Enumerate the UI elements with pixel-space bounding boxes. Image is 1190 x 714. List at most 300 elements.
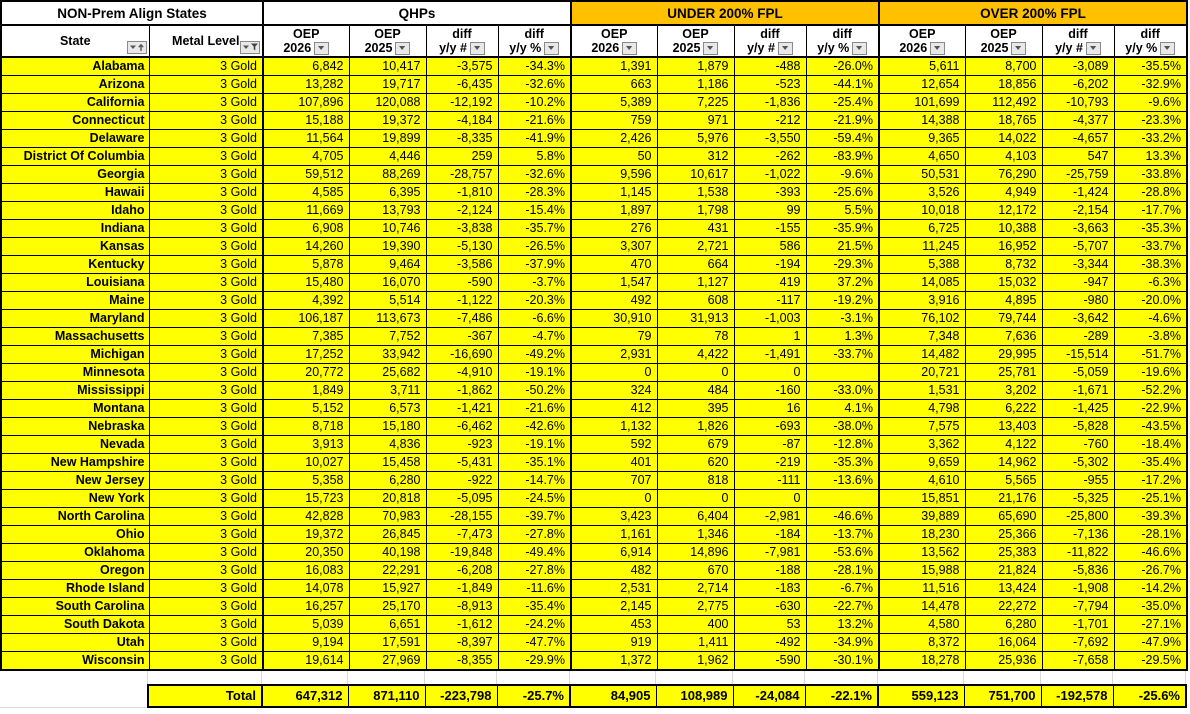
filter-dropdown-button[interactable] [703, 42, 718, 55]
column-header-over200-oep-2026[interactable]: OEP 2026 [879, 25, 965, 57]
cell-qhps-oep-2025[interactable]: 6,395 [349, 184, 426, 202]
cell-qhps-oep-2025[interactable]: 19,899 [349, 130, 426, 148]
cell-over200-diff-yy-num[interactable]: -3,642 [1042, 310, 1114, 328]
cell-empty[interactable] [0, 685, 148, 707]
cell-over200-oep-2026[interactable]: 50,531 [879, 166, 965, 184]
cell-over200-diff-yy-pct[interactable]: -17.2% [1114, 472, 1187, 490]
cell-under200-diff-yy-pct[interactable]: 1.3% [806, 328, 879, 346]
cell-state[interactable]: Louisiana [1, 274, 149, 292]
cell-over200-oep-2025[interactable]: 14,962 [965, 454, 1042, 472]
cell-state[interactable]: South Carolina [1, 598, 149, 616]
total-label[interactable]: Total [148, 685, 262, 707]
column-header-under200-diff-yy-pct[interactable]: diff y/y % [806, 25, 879, 57]
cell-over200-oep-2025[interactable]: 12,172 [965, 202, 1042, 220]
cell-under200-oep-2026[interactable]: 9,596 [571, 166, 657, 184]
cell-under200-diff-yy-num[interactable]: -87 [734, 436, 806, 454]
cell-under200-diff-yy-pct[interactable]: -44.1% [806, 76, 879, 94]
group-header-qhps[interactable]: QHPs [263, 1, 571, 25]
cell-state[interactable]: South Dakota [1, 616, 149, 634]
cell-under200-diff-yy-num[interactable]: 1 [734, 328, 806, 346]
cell-under200-oep-2025[interactable]: 670 [657, 562, 734, 580]
cell-over200-diff-yy-pct[interactable]: -26.7% [1114, 562, 1187, 580]
cell-over200-diff-yy-num[interactable]: -25,759 [1042, 166, 1114, 184]
cell-over200-diff-yy-num[interactable]: -1,701 [1042, 616, 1114, 634]
cell-under200-oep-2026[interactable]: 1,391 [571, 57, 657, 76]
cell-over200-diff-yy-pct[interactable]: -3.8% [1114, 328, 1187, 346]
cell-qhps-oep-2026[interactable]: 11,669 [263, 202, 349, 220]
cell-under200-oep-2026[interactable]: 30,910 [571, 310, 657, 328]
cell-over200-diff-yy-pct[interactable]: -39.3% [1114, 508, 1187, 526]
cell-qhps-diff-yy-num[interactable]: -3,575 [426, 57, 498, 76]
cell-over200-diff-yy-num[interactable]: -10,793 [1042, 94, 1114, 112]
cell-under200-diff-yy-num[interactable]: 586 [734, 238, 806, 256]
cell-under200-diff-yy-pct[interactable]: 21.5% [806, 238, 879, 256]
cell-under200-oep-2025[interactable]: 7,225 [657, 94, 734, 112]
state-sort-filter-button[interactable] [127, 41, 147, 54]
cell-over200-diff-yy-num[interactable]: 547 [1042, 148, 1114, 166]
cell-over200-diff-yy-num[interactable]: -7,794 [1042, 598, 1114, 616]
cell-qhps-diff-yy-pct[interactable]: -20.3% [498, 292, 571, 310]
cell-under200-oep-2025[interactable]: 664 [657, 256, 734, 274]
filter-dropdown-button[interactable] [1086, 42, 1101, 55]
cell-qhps-oep-2025[interactable]: 15,180 [349, 418, 426, 436]
cell-over200-diff-yy-pct[interactable]: -4.6% [1114, 310, 1187, 328]
cell-over200-oep-2026[interactable]: 9,659 [879, 454, 965, 472]
cell-over200-oep-2026[interactable]: 18,230 [879, 526, 965, 544]
cell-under200-oep-2026[interactable]: 1,161 [571, 526, 657, 544]
cell-state[interactable]: Ohio [1, 526, 149, 544]
cell-over200-oep-2025[interactable]: 16,064 [965, 634, 1042, 652]
cell-state[interactable]: New Jersey [1, 472, 149, 490]
cell-over200-diff-yy-pct[interactable]: -29.5% [1114, 652, 1187, 671]
cell-over200-diff-yy-pct[interactable]: -28.8% [1114, 184, 1187, 202]
cell-over200-oep-2025[interactable]: 79,744 [965, 310, 1042, 328]
cell-qhps-oep-2026[interactable]: 5,152 [263, 400, 349, 418]
cell-under200-oep-2026[interactable]: 482 [571, 562, 657, 580]
cell-qhps-oep-2026[interactable]: 4,585 [263, 184, 349, 202]
cell-qhps-diff-yy-num[interactable]: -922 [426, 472, 498, 490]
cell-qhps-diff-yy-pct[interactable]: -21.6% [498, 112, 571, 130]
cell-under200-diff-yy-num[interactable]: -3,550 [734, 130, 806, 148]
cell-under200-oep-2025[interactable]: 6,404 [657, 508, 734, 526]
cell-under200-oep-2025[interactable]: 1,186 [657, 76, 734, 94]
column-header-metal-level[interactable] [149, 25, 263, 57]
cell-qhps-diff-yy-num[interactable]: -6,208 [426, 562, 498, 580]
column-header-state[interactable] [1, 25, 149, 57]
cell-state[interactable]: Kansas [1, 238, 149, 256]
cell-over200-diff-yy-pct[interactable]: -47.9% [1114, 634, 1187, 652]
cell-qhps-oep-2025[interactable]: 6,280 [349, 472, 426, 490]
cell-over200-diff-yy-num[interactable]: -6,202 [1042, 76, 1114, 94]
cell-under200-diff-yy-num[interactable]: -160 [734, 382, 806, 400]
cell-metal-level[interactable]: 3 Gold [149, 418, 263, 436]
cell-over200-oep-2025[interactable]: 6,222 [965, 400, 1042, 418]
cell-under200-diff-yy-pct[interactable]: -35.3% [806, 454, 879, 472]
column-header-under200-diff-yy-num[interactable]: diff y/y # [734, 25, 806, 57]
column-header-over200-diff-yy-num[interactable]: diff y/y # [1042, 25, 1114, 57]
cell-over200-diff-yy-num[interactable]: -2,154 [1042, 202, 1114, 220]
cell-state[interactable]: Montana [1, 400, 149, 418]
cell-over200-diff-yy-num[interactable]: -15,514 [1042, 346, 1114, 364]
cell-qhps-diff-yy-num[interactable]: -5,095 [426, 490, 498, 508]
cell-under200-diff-yy-num[interactable]: 419 [734, 274, 806, 292]
cell-metal-level[interactable]: 3 Gold [149, 490, 263, 508]
cell-over200-oep-2025[interactable]: 18,856 [965, 76, 1042, 94]
cell-over200-oep-2025[interactable]: 10,388 [965, 220, 1042, 238]
cell-qhps-diff-yy-num[interactable]: -2,124 [426, 202, 498, 220]
cell-over200-oep-2026[interactable]: 3,362 [879, 436, 965, 454]
cell-over200-oep-2026[interactable]: 13,562 [879, 544, 965, 562]
cell-over200-diff-yy-num[interactable]: -7,658 [1042, 652, 1114, 671]
cell-over200-oep-2026[interactable]: 11,245 [879, 238, 965, 256]
cell-over200-oep-2025[interactable]: 29,995 [965, 346, 1042, 364]
cell-under200-diff-yy-num[interactable]: -262 [734, 148, 806, 166]
cell-qhps-oep-2025[interactable]: 26,845 [349, 526, 426, 544]
cell-over200-diff-yy-pct[interactable]: -35.3% [1114, 220, 1187, 238]
cell-qhps-oep-2025[interactable]: 7,752 [349, 328, 426, 346]
cell-over200-oep-2025[interactable]: 4,122 [965, 436, 1042, 454]
cell-qhps-diff-yy-num[interactable]: -28,757 [426, 166, 498, 184]
cell-under200-diff-yy-pct[interactable]: -13.6% [806, 472, 879, 490]
cell-qhps-diff-yy-pct[interactable]: -41.9% [498, 130, 571, 148]
cell-metal-level[interactable]: 3 Gold [149, 220, 263, 238]
cell-qhps-diff-yy-pct[interactable]: -29.9% [498, 652, 571, 671]
cell-over200-diff-yy-num[interactable]: -3,663 [1042, 220, 1114, 238]
cell-over200-diff-yy-num[interactable]: -25,800 [1042, 508, 1114, 526]
cell-state[interactable]: Georgia [1, 166, 149, 184]
cell-over200-oep-2025[interactable]: 8,732 [965, 256, 1042, 274]
cell-qhps-diff-yy-pct[interactable]: -39.7% [498, 508, 571, 526]
cell-over200-oep-2026[interactable]: 14,482 [879, 346, 965, 364]
cell-qhps-diff-yy-pct[interactable]: -21.6% [498, 400, 571, 418]
cell-state[interactable]: Alabama [1, 57, 149, 76]
cell-metal-level[interactable]: 3 Gold [149, 364, 263, 382]
cell-under200-diff-yy-num[interactable]: -1,003 [734, 310, 806, 328]
cell-over200-oep-2025[interactable]: 8,700 [965, 57, 1042, 76]
cell-state[interactable]: Maryland [1, 310, 149, 328]
cell-over200-diff-yy-pct[interactable]: -9.6% [1114, 94, 1187, 112]
cell-qhps-oep-2025[interactable]: 20,818 [349, 490, 426, 508]
cell-over200-diff-yy-num[interactable]: -4,377 [1042, 112, 1114, 130]
cell-qhps-oep-2026[interactable]: 17,252 [263, 346, 349, 364]
cell-under200-diff-yy-num[interactable]: -2,981 [734, 508, 806, 526]
cell-under200-diff-yy-num[interactable]: -117 [734, 292, 806, 310]
cell-qhps-oep-2025[interactable]: 10,746 [349, 220, 426, 238]
cell-qhps-diff-yy-num[interactable]: -8,913 [426, 598, 498, 616]
cell-under200-oep-2025[interactable]: 2,721 [657, 238, 734, 256]
cell-over200-diff-yy-pct[interactable]: -23.3% [1114, 112, 1187, 130]
cell-qhps-oep-2026[interactable]: 1,849 [263, 382, 349, 400]
cell-under200-oep-2025[interactable]: 679 [657, 436, 734, 454]
cell-metal-level[interactable]: 3 Gold [149, 166, 263, 184]
cell-over200-diff-yy-pct[interactable]: -38.3% [1114, 256, 1187, 274]
column-header-qhps-diff-yy-num[interactable]: diff y/y # [426, 25, 498, 57]
cell-qhps-diff-yy-num[interactable]: -1,810 [426, 184, 498, 202]
cell-qhps-oep-2025[interactable]: 5,514 [349, 292, 426, 310]
cell-qhps-oep-2025[interactable]: 88,269 [349, 166, 426, 184]
total-over200-oep-2025[interactable]: 751,700 [964, 685, 1041, 707]
cell-over200-diff-yy-pct[interactable]: -27.1% [1114, 616, 1187, 634]
cell-qhps-diff-yy-pct[interactable]: 5.8% [498, 148, 571, 166]
cell-under200-oep-2025[interactable]: 1,346 [657, 526, 734, 544]
cell-state[interactable]: Nebraska [1, 418, 149, 436]
cell-over200-oep-2026[interactable]: 12,654 [879, 76, 965, 94]
cell-over200-oep-2025[interactable]: 4,949 [965, 184, 1042, 202]
cell-over200-diff-yy-pct[interactable]: -17.7% [1114, 202, 1187, 220]
cell-qhps-oep-2025[interactable]: 33,942 [349, 346, 426, 364]
cell-qhps-oep-2026[interactable]: 4,705 [263, 148, 349, 166]
cell-under200-oep-2026[interactable]: 470 [571, 256, 657, 274]
cell-state[interactable]: Nevada [1, 436, 149, 454]
cell-under200-diff-yy-num[interactable]: -1,022 [734, 166, 806, 184]
cell-under200-oep-2026[interactable]: 3,423 [571, 508, 657, 526]
cell-qhps-oep-2026[interactable]: 5,039 [263, 616, 349, 634]
cell-under200-diff-yy-pct[interactable]: -21.9% [806, 112, 879, 130]
cell-over200-oep-2026[interactable]: 7,348 [879, 328, 965, 346]
cell-metal-level[interactable]: 3 Gold [149, 57, 263, 76]
cell-qhps-diff-yy-pct[interactable]: -19.1% [498, 436, 571, 454]
cell-under200-oep-2025[interactable]: 620 [657, 454, 734, 472]
total-under200-diff-yy-pct[interactable]: -22.1% [805, 685, 878, 707]
cell-over200-diff-yy-pct[interactable]: -19.6% [1114, 364, 1187, 382]
cell-over200-oep-2025[interactable]: 18,765 [965, 112, 1042, 130]
cell-over200-oep-2025[interactable]: 25,936 [965, 652, 1042, 671]
cell-over200-oep-2026[interactable]: 9,365 [879, 130, 965, 148]
cell-qhps-oep-2025[interactable]: 19,717 [349, 76, 426, 94]
cell-qhps-diff-yy-num[interactable]: -8,355 [426, 652, 498, 671]
cell-state[interactable]: Minnesota [1, 364, 149, 382]
cell-metal-level[interactable]: 3 Gold [149, 436, 263, 454]
cell-qhps-diff-yy-num[interactable]: -16,690 [426, 346, 498, 364]
cell-under200-diff-yy-pct[interactable]: -13.7% [806, 526, 879, 544]
cell-metal-level[interactable]: 3 Gold [149, 202, 263, 220]
cell-state[interactable]: Rhode Island [1, 580, 149, 598]
cell-metal-level[interactable]: 3 Gold [149, 580, 263, 598]
cell-qhps-diff-yy-num[interactable]: -1,849 [426, 580, 498, 598]
cell-over200-oep-2026[interactable]: 14,388 [879, 112, 965, 130]
cell-under200-oep-2026[interactable]: 276 [571, 220, 657, 238]
cell-under200-diff-yy-num[interactable]: -523 [734, 76, 806, 94]
cell-over200-oep-2025[interactable]: 13,403 [965, 418, 1042, 436]
cell-qhps-oep-2026[interactable]: 15,188 [263, 112, 349, 130]
cell-over200-oep-2026[interactable]: 10,018 [879, 202, 965, 220]
cell-qhps-oep-2026[interactable]: 42,828 [263, 508, 349, 526]
cell-qhps-diff-yy-num[interactable]: -6,462 [426, 418, 498, 436]
cell-under200-oep-2025[interactable]: 1,127 [657, 274, 734, 292]
cell-over200-oep-2026[interactable]: 76,102 [879, 310, 965, 328]
cell-over200-diff-yy-pct[interactable]: -32.9% [1114, 76, 1187, 94]
cell-over200-diff-yy-pct[interactable]: -35.5% [1114, 57, 1187, 76]
cell-metal-level[interactable]: 3 Gold [149, 634, 263, 652]
cell-under200-diff-yy-pct[interactable] [806, 490, 879, 508]
cell-under200-oep-2026[interactable]: 401 [571, 454, 657, 472]
cell-under200-oep-2025[interactable]: 2,714 [657, 580, 734, 598]
cell-under200-oep-2025[interactable]: 0 [657, 490, 734, 508]
cell-qhps-diff-yy-pct[interactable]: -35.4% [498, 598, 571, 616]
cell-qhps-oep-2026[interactable]: 14,078 [263, 580, 349, 598]
cell-over200-diff-yy-num[interactable]: -760 [1042, 436, 1114, 454]
cell-under200-oep-2025[interactable]: 1,798 [657, 202, 734, 220]
cell-qhps-diff-yy-num[interactable]: -5,130 [426, 238, 498, 256]
cell-under200-diff-yy-pct[interactable]: -19.2% [806, 292, 879, 310]
cell-qhps-oep-2026[interactable]: 3,913 [263, 436, 349, 454]
cell-qhps-oep-2026[interactable]: 4,392 [263, 292, 349, 310]
cell-qhps-diff-yy-num[interactable]: -3,586 [426, 256, 498, 274]
cell-under200-oep-2026[interactable]: 707 [571, 472, 657, 490]
cell-qhps-oep-2026[interactable]: 19,614 [263, 652, 349, 671]
cell-qhps-diff-yy-num[interactable]: -19,848 [426, 544, 498, 562]
cell-over200-oep-2026[interactable]: 3,916 [879, 292, 965, 310]
cell-qhps-diff-yy-pct[interactable]: -26.5% [498, 238, 571, 256]
cell-metal-level[interactable]: 3 Gold [149, 598, 263, 616]
filter-dropdown-button[interactable] [544, 42, 559, 55]
cell-qhps-oep-2025[interactable]: 25,170 [349, 598, 426, 616]
cell-under200-diff-yy-pct[interactable]: -25.6% [806, 184, 879, 202]
cell-under200-diff-yy-num[interactable]: -184 [734, 526, 806, 544]
cell-over200-diff-yy-pct[interactable]: -14.2% [1114, 580, 1187, 598]
cell-qhps-diff-yy-pct[interactable]: -15.4% [498, 202, 571, 220]
cell-under200-oep-2026[interactable]: 324 [571, 382, 657, 400]
cell-over200-diff-yy-pct[interactable]: -35.4% [1114, 454, 1187, 472]
cell-under200-oep-2026[interactable]: 412 [571, 400, 657, 418]
cell-over200-oep-2025[interactable]: 21,176 [965, 490, 1042, 508]
cell-state[interactable]: Hawaii [1, 184, 149, 202]
cell-qhps-diff-yy-num[interactable]: -28,155 [426, 508, 498, 526]
cell-qhps-oep-2026[interactable]: 11,564 [263, 130, 349, 148]
cell-under200-oep-2025[interactable]: 78 [657, 328, 734, 346]
cell-over200-diff-yy-num[interactable]: -3,089 [1042, 57, 1114, 76]
cell-under200-oep-2025[interactable]: 484 [657, 382, 734, 400]
cell-under200-oep-2025[interactable]: 1,826 [657, 418, 734, 436]
cell-under200-diff-yy-num[interactable]: -194 [734, 256, 806, 274]
cell-over200-diff-yy-num[interactable]: -289 [1042, 328, 1114, 346]
cell-metal-level[interactable]: 3 Gold [149, 508, 263, 526]
cell-over200-diff-yy-num[interactable]: -955 [1042, 472, 1114, 490]
cell-under200-diff-yy-pct[interactable]: 5.5% [806, 202, 879, 220]
cell-qhps-diff-yy-pct[interactable]: -27.8% [498, 562, 571, 580]
cell-metal-level[interactable]: 3 Gold [149, 562, 263, 580]
cell-qhps-diff-yy-pct[interactable]: -3.7% [498, 274, 571, 292]
cell-under200-oep-2026[interactable]: 0 [571, 490, 657, 508]
cell-under200-diff-yy-num[interactable]: -488 [734, 57, 806, 76]
cell-over200-oep-2026[interactable]: 1,531 [879, 382, 965, 400]
cell-under200-oep-2026[interactable]: 6,914 [571, 544, 657, 562]
cell-under200-diff-yy-pct[interactable]: -33.7% [806, 346, 879, 364]
cell-under200-oep-2026[interactable]: 1,897 [571, 202, 657, 220]
cell-qhps-diff-yy-num[interactable]: 259 [426, 148, 498, 166]
cell-state[interactable]: Oklahoma [1, 544, 149, 562]
cell-qhps-oep-2026[interactable]: 7,385 [263, 328, 349, 346]
cell-under200-oep-2025[interactable]: 1,962 [657, 652, 734, 671]
cell-qhps-diff-yy-num[interactable]: -590 [426, 274, 498, 292]
cell-qhps-diff-yy-pct[interactable]: -24.5% [498, 490, 571, 508]
cell-under200-oep-2025[interactable]: 400 [657, 616, 734, 634]
cell-qhps-oep-2026[interactable]: 20,350 [263, 544, 349, 562]
cell-over200-oep-2025[interactable]: 16,952 [965, 238, 1042, 256]
cell-over200-oep-2026[interactable]: 5,611 [879, 57, 965, 76]
cell-qhps-oep-2026[interactable]: 6,908 [263, 220, 349, 238]
cell-qhps-diff-yy-pct[interactable]: -34.3% [498, 57, 571, 76]
cell-qhps-oep-2026[interactable]: 59,512 [263, 166, 349, 184]
cell-over200-diff-yy-pct[interactable]: -52.2% [1114, 382, 1187, 400]
cell-over200-diff-yy-num[interactable]: -1,425 [1042, 400, 1114, 418]
cell-under200-diff-yy-num[interactable]: -111 [734, 472, 806, 490]
cell-under200-diff-yy-pct[interactable]: -83.9% [806, 148, 879, 166]
cell-under200-oep-2025[interactable]: 1,538 [657, 184, 734, 202]
cell-under200-oep-2025[interactable]: 971 [657, 112, 734, 130]
column-header-under200-oep-2025[interactable]: OEP 2025 [657, 25, 734, 57]
cell-qhps-oep-2026[interactable]: 5,358 [263, 472, 349, 490]
cell-over200-oep-2026[interactable]: 14,478 [879, 598, 965, 616]
cell-over200-diff-yy-num[interactable]: -5,836 [1042, 562, 1114, 580]
total-over200-oep-2026[interactable]: 559,123 [878, 685, 964, 707]
cell-under200-diff-yy-num[interactable]: 99 [734, 202, 806, 220]
cell-over200-diff-yy-num[interactable]: -947 [1042, 274, 1114, 292]
cell-under200-oep-2025[interactable]: 31,913 [657, 310, 734, 328]
cell-over200-oep-2026[interactable]: 39,889 [879, 508, 965, 526]
cell-under200-diff-yy-num[interactable]: -155 [734, 220, 806, 238]
cell-qhps-oep-2025[interactable]: 19,372 [349, 112, 426, 130]
cell-metal-level[interactable]: 3 Gold [149, 256, 263, 274]
cell-qhps-oep-2025[interactable]: 4,446 [349, 148, 426, 166]
cell-under200-diff-yy-num[interactable]: -183 [734, 580, 806, 598]
cell-under200-diff-yy-num[interactable]: -219 [734, 454, 806, 472]
cell-over200-oep-2025[interactable]: 3,202 [965, 382, 1042, 400]
cell-over200-diff-yy-pct[interactable]: -28.1% [1114, 526, 1187, 544]
cell-under200-diff-yy-num[interactable]: -393 [734, 184, 806, 202]
total-under200-diff-yy-num[interactable]: -24,084 [733, 685, 805, 707]
cell-qhps-oep-2025[interactable]: 19,390 [349, 238, 426, 256]
cell-over200-diff-yy-pct[interactable]: -33.8% [1114, 166, 1187, 184]
cell-under200-diff-yy-pct[interactable]: -53.6% [806, 544, 879, 562]
cell-qhps-oep-2026[interactable]: 20,772 [263, 364, 349, 382]
cell-qhps-diff-yy-pct[interactable]: -47.7% [498, 634, 571, 652]
cell-over200-diff-yy-num[interactable]: -4,657 [1042, 130, 1114, 148]
cell-over200-diff-yy-pct[interactable]: -20.0% [1114, 292, 1187, 310]
cell-over200-oep-2025[interactable]: 15,032 [965, 274, 1042, 292]
cell-qhps-diff-yy-pct[interactable]: -37.9% [498, 256, 571, 274]
group-header-under-200-fpl[interactable]: UNDER 200% FPL [571, 1, 879, 25]
cell-qhps-oep-2026[interactable]: 10,027 [263, 454, 349, 472]
cell-metal-level[interactable]: 3 Gold [149, 292, 263, 310]
total-over200-diff-yy-pct[interactable]: -25.6% [1113, 685, 1186, 707]
cell-under200-diff-yy-pct[interactable]: -26.0% [806, 57, 879, 76]
cell-state[interactable]: Wisconsin [1, 652, 149, 671]
cell-qhps-oep-2025[interactable]: 16,070 [349, 274, 426, 292]
cell-under200-oep-2025[interactable]: 10,617 [657, 166, 734, 184]
cell-qhps-diff-yy-pct[interactable]: -4.7% [498, 328, 571, 346]
cell-under200-diff-yy-pct[interactable]: -6.7% [806, 580, 879, 598]
cell-over200-diff-yy-pct[interactable]: -51.7% [1114, 346, 1187, 364]
cell-under200-oep-2026[interactable]: 2,145 [571, 598, 657, 616]
cell-metal-level[interactable]: 3 Gold [149, 544, 263, 562]
cell-qhps-oep-2025[interactable]: 22,291 [349, 562, 426, 580]
total-qhps-diff-yy-num[interactable]: -223,798 [425, 685, 497, 707]
cell-under200-oep-2026[interactable]: 5,389 [571, 94, 657, 112]
cell-qhps-diff-yy-num[interactable]: -8,397 [426, 634, 498, 652]
cell-state[interactable]: Oregon [1, 562, 149, 580]
cell-over200-oep-2025[interactable]: 13,424 [965, 580, 1042, 598]
cell-under200-oep-2026[interactable]: 2,531 [571, 580, 657, 598]
cell-under200-oep-2025[interactable]: 431 [657, 220, 734, 238]
cell-qhps-oep-2025[interactable]: 120,088 [349, 94, 426, 112]
cell-state[interactable]: Kentucky [1, 256, 149, 274]
cell-qhps-diff-yy-pct[interactable]: -49.2% [498, 346, 571, 364]
cell-over200-diff-yy-num[interactable]: -5,059 [1042, 364, 1114, 382]
cell-under200-oep-2025[interactable]: 608 [657, 292, 734, 310]
cell-metal-level[interactable]: 3 Gold [149, 454, 263, 472]
cell-metal-level[interactable]: 3 Gold [149, 526, 263, 544]
